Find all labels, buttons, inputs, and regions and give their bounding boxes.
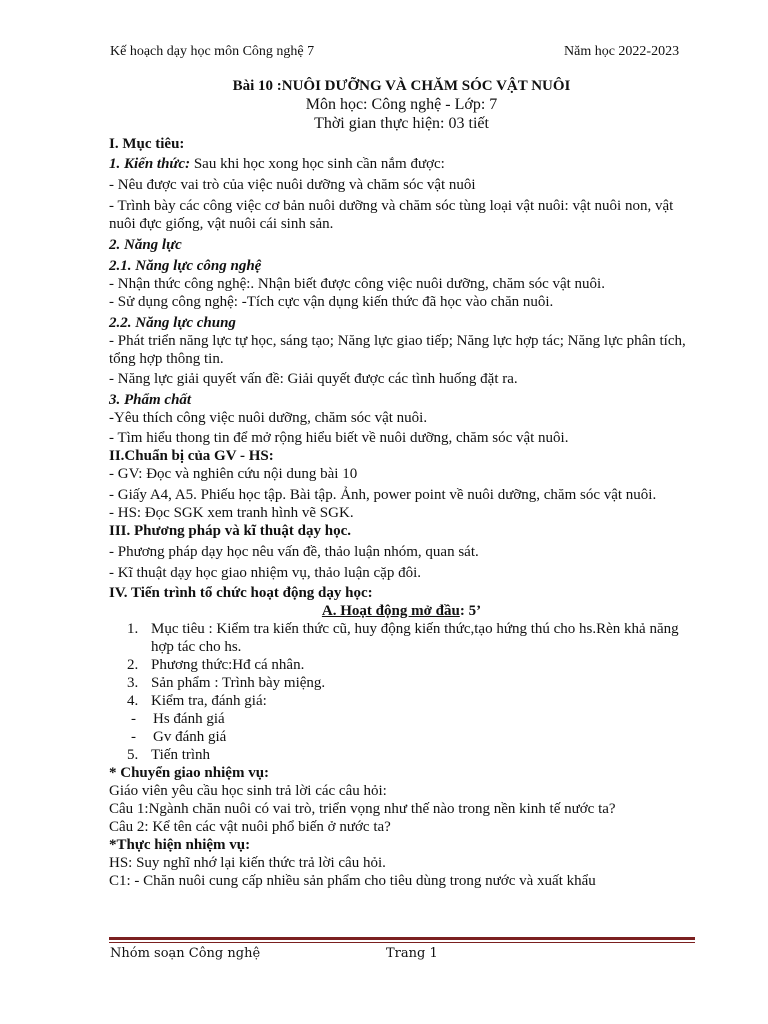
activity-heading xyxy=(109,602,694,620)
quality-item-2: - Tìm hiểu thong tin để mở rộng hiểu biết về nuôi dưỡng, chăm sóc vật nuôi. xyxy=(109,430,569,446)
list-number: 3. xyxy=(127,675,139,691)
list-item xyxy=(109,620,694,656)
footer-rule-thick xyxy=(109,937,695,940)
list-item-text: Tiến trình xyxy=(151,747,211,763)
section-4-heading: IV. Tiến trình tổ chức hoạt động dạy học: xyxy=(109,585,373,601)
quality-heading: 3. Phẩm chất xyxy=(109,392,192,408)
list-item xyxy=(109,656,694,674)
perform-line-1: HS: Suy nghĩ nhớ lại kiến thức trả lời câu hỏi. xyxy=(109,855,386,871)
list-item xyxy=(109,692,694,710)
list-item-text: Phương thức:Hđ cá nhân. xyxy=(151,657,305,673)
task-line-2: Câu 1:Ngành chăn nuôi có vai trò, triển vọng như thế nào trong nền kinh tế nước ta? xyxy=(109,801,616,817)
prep-item-1: - GV: Đọc và nghiên cứu nội dung bài 10 xyxy=(109,466,358,482)
knowledge-item-1: - Nêu được vai trò của việc nuôi dưỡng và chăm sóc vật nuôi xyxy=(109,177,476,193)
tech-ability-item-1: - Nhận thức công nghệ:. Nhận biết được công việc nuôi dưỡng, chăm sóc vật nuôi. xyxy=(109,276,605,292)
document-body xyxy=(109,77,694,890)
knowledge-line xyxy=(109,155,694,173)
general-ability-heading: 2.2. Năng lực chung xyxy=(109,315,236,331)
footer-left: Nhóm soạn Công nghệ xyxy=(110,946,261,961)
list-item xyxy=(109,746,694,764)
task-line-1: Giáo viên yêu cầu học sinh trả lời các câu hỏi: xyxy=(109,783,387,799)
tech-ability-item-2: - Sử dụng công nghệ: -Tích cực vận dụng kiến thức đã học vào chăn nuôi. xyxy=(109,294,554,310)
list-item-text: Kiểm tra, đánh giá: xyxy=(151,693,267,709)
lesson-title: Bài 10 :NUÔI DƯỠNG VÀ CHĂM SÓC VẬT NUÔI xyxy=(232,78,571,94)
prep-item-3: - HS: Đọc SGK xem tranh hình vẽ SGK. xyxy=(109,505,354,521)
dash-item-student: - Hs đánh giá xyxy=(131,711,225,727)
section-3-heading: III. Phương pháp và kĩ thuật dạy học. xyxy=(109,523,351,539)
task-perform-heading: *Thực hiện nhiệm vụ: xyxy=(109,837,251,853)
method-item-2: - Kĩ thuật dạy học giao nhiệm vụ, thảo luận cặp đôi. xyxy=(109,565,422,581)
duration-line: Thời gian thực hiện: 03 tiết xyxy=(314,115,489,132)
general-ability-item-2: - Năng lực giải quyết vấn đề: Giải quyết được các tình huống đặt ra. xyxy=(109,371,518,387)
dash-item-teacher: - Gv đánh giá xyxy=(131,729,227,745)
knowledge-label: 1. Kiến thức: xyxy=(109,156,191,172)
footer-page-number: Trang 1 xyxy=(386,946,438,961)
list-number: 2. xyxy=(127,657,139,673)
list-number: 5. xyxy=(127,747,139,763)
section-1-heading: I. Mục tiêu: xyxy=(109,136,185,152)
prep-item-2: - Giấy A4, A5. Phiếu học tập. Bài tập. Ảnh, power point về nuôi dưỡng, chăm sóc vật nuôi. xyxy=(109,487,657,503)
list-number: 1. xyxy=(127,621,139,637)
perform-line-2: C1: - Chăn nuôi cung cấp nhiều sản phẩm cho tiêu dùng trong nước và xuất khẩu xyxy=(109,873,596,889)
method-item-1: - Phương pháp dạy học nêu vấn đề, thảo luận nhóm, quan sát. xyxy=(109,544,479,560)
footer-rule-thin xyxy=(109,942,695,943)
knowledge-text: Sau khi học xong học sinh cần nắm được: xyxy=(190,156,445,172)
general-ability-item-1: - Phát triển năng lực tự học, sáng tạo; Năng lực giao tiếp; Năng lực hợp tác; Năng lực phân tích, tổng hợp thông tin. xyxy=(109,333,686,367)
subject-line: Môn học: Công nghệ - Lớp: 7 xyxy=(305,96,498,113)
task-line-3: Câu 2: Kể tên các vật nuôi phổ biến ở nước ta? xyxy=(109,819,391,835)
list-number: 4. xyxy=(127,693,139,709)
step-list xyxy=(109,620,694,710)
tech-ability-heading: 2.1. Năng lực công nghệ xyxy=(109,258,262,274)
quality-item-1: -Yêu thích công việc nuôi dưỡng, chăm sóc vật nuôi. xyxy=(109,410,428,426)
step-list-continued xyxy=(109,746,694,764)
header-left: Kế hoạch dạy học môn Công nghệ 7 xyxy=(110,44,315,59)
list-item-text: Sản phẩm : Trình bày miệng. xyxy=(151,675,326,691)
knowledge-item-2: - Trình bày các công việc cơ bản nuôi dưỡng và chăm sóc tùng loại vật nuôi: vật nuôi non, vật nuôi đực giống, vật nuôi cái sinh sản. xyxy=(109,198,674,232)
task-transfer-heading: * Chuyển giao nhiệm vụ: xyxy=(109,765,270,781)
activity-time: : 5’ xyxy=(459,603,482,619)
section-2-heading: II.Chuẩn bị của GV - HS: xyxy=(109,448,274,464)
activity-title: A. Hoạt động mở đầu xyxy=(321,603,460,619)
list-item-text: Mục tiêu : Kiểm tra kiến thức cũ, huy động kiến thức,tạo hứng thú cho hs.Rèn khả năng hợp tác cho hs. xyxy=(151,621,679,655)
dash-item-text: Gv đánh giá xyxy=(153,729,227,745)
dash-item-text: Hs đánh giá xyxy=(153,711,225,727)
header-right: Năm học 2022-2023 xyxy=(564,44,680,59)
list-item xyxy=(109,674,694,692)
ability-heading: 2. Năng lực xyxy=(109,237,182,253)
